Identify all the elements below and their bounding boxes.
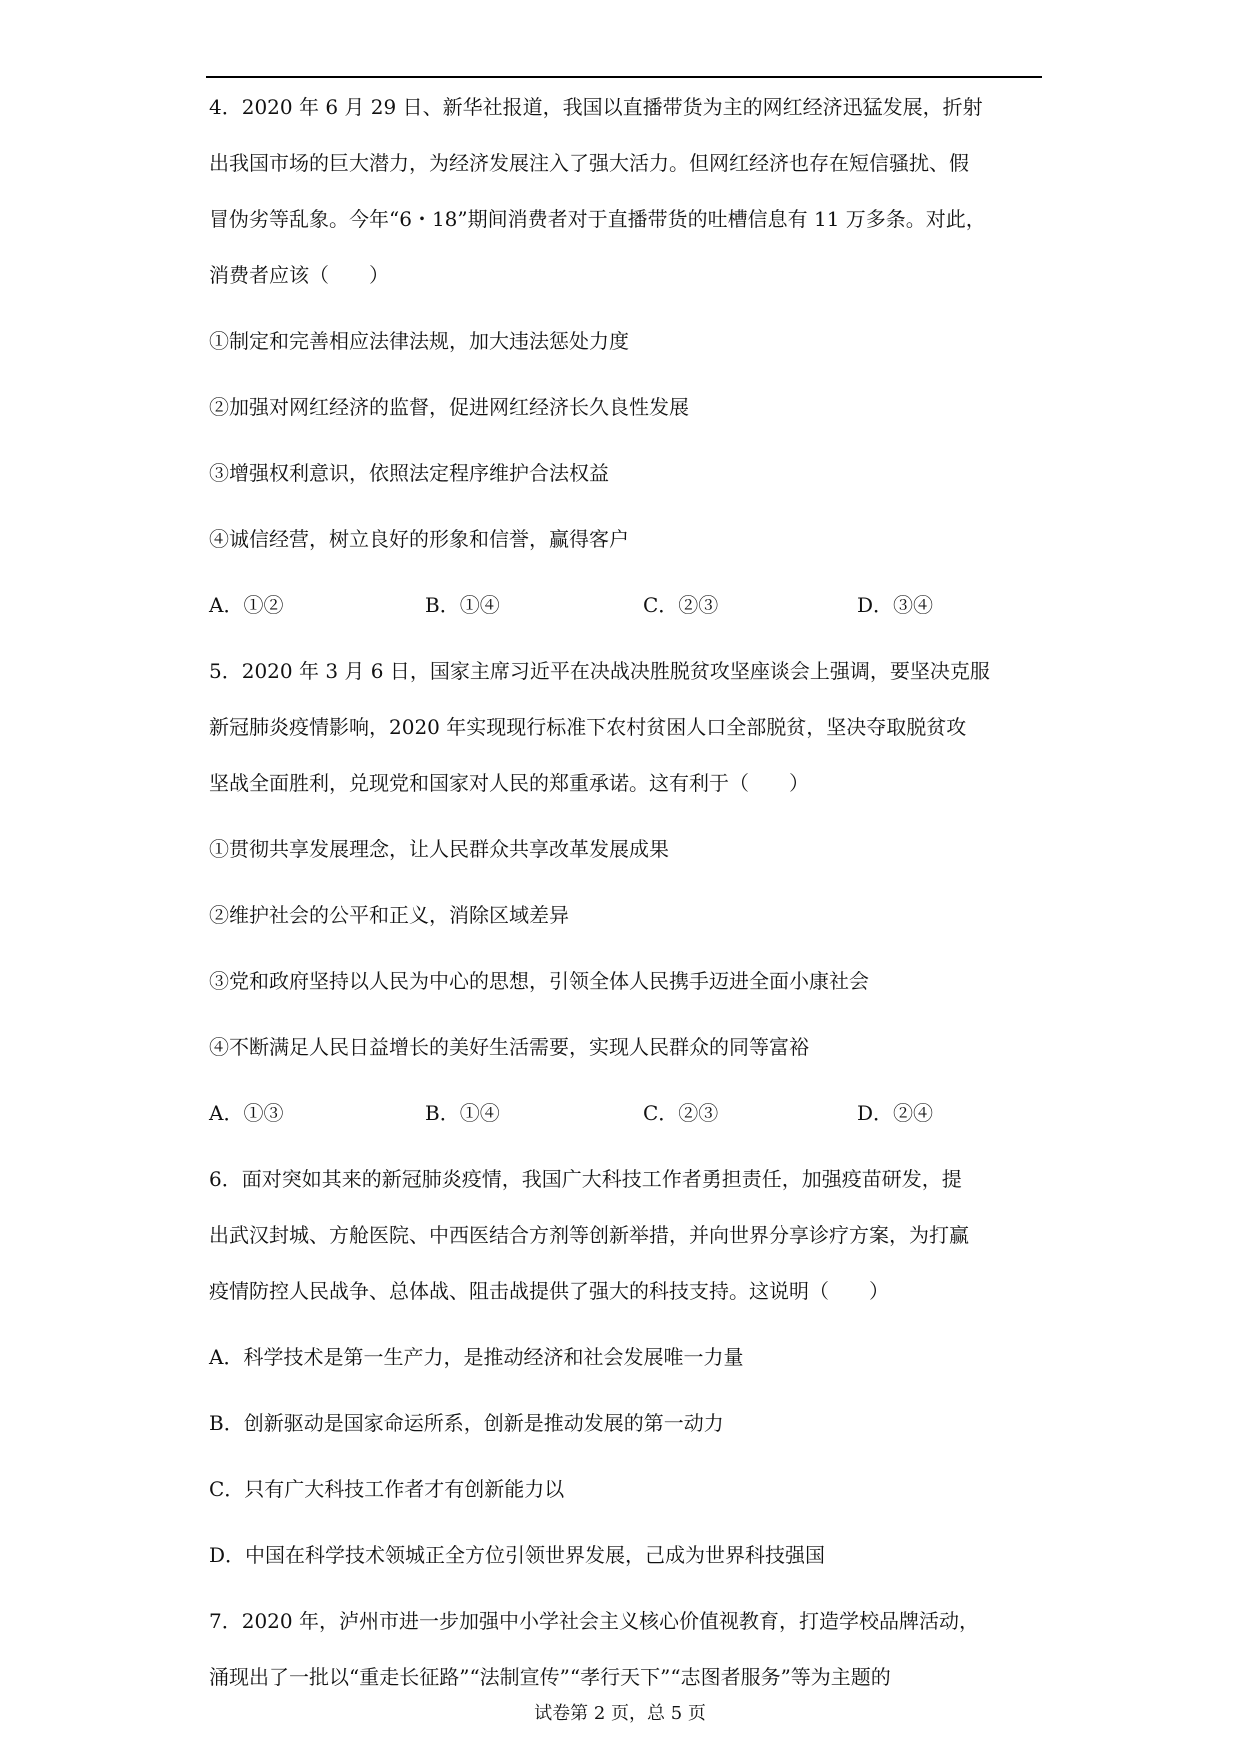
option-d[interactable]: D．②④ <box>857 1101 934 1125</box>
question-6-stem-line: 6．面对突如其来的新冠肺炎疫情，我国广大科技工作者勇担责任，加强疫苗研发，提 <box>209 1167 962 1191</box>
question-4-stem-line: 出我国市场的巨大潜力，为经济发展注入了强大活力。但网红经济也存在短信骚扰、假 <box>209 151 969 175</box>
question-4-stem-line: 消费者应该（ ） <box>209 263 389 287</box>
header-rule <box>206 76 1042 78</box>
option-b[interactable]: B．①④ <box>425 593 500 617</box>
option-c[interactable]: C．②③ <box>643 1101 719 1125</box>
page-footer: 试卷第 2 页，总 5 页 <box>534 1703 706 1724</box>
question-7 <box>209 1606 1049 1692</box>
question-4-stem-line: 4．2020 年 6 月 29 日、新华社报道，我国以直播带货为主的网红经济迅猛发展，折射 <box>209 95 983 119</box>
question-5-stem-line: 5．2020 年 3 月 6 日，国家主席习近平在决战决胜脱贫攻坚座谈会上强调，要坚决克服 <box>209 659 990 683</box>
question-4-stem-line: 冒伪劣等乱象。今年“6・18”期间消费者对于直播带货的吐槽信息有 11 万多条。对此， <box>209 207 986 231</box>
question-6-stem-line: 疫情防控人民战争、总体战、阻击战提供了强大的科技支持。这说明（ ） <box>209 1279 889 1303</box>
question-6-stem-line: 出武汉封城、方舱医院、中西医结合方剂等创新举措，并向世界分享诊疗方案，为打赢 <box>209 1223 969 1247</box>
question-4-item: ④诚信经营，树立良好的形象和信誉，赢得客户 <box>209 527 629 551</box>
option-a[interactable]: A．科学技术是第一生产力，是推动经济和社会发展唯一力量 <box>209 1345 744 1369</box>
option-d[interactable]: D．中国在科学技术领城正全方位引领世界发展，己成为世界科技强国 <box>209 1543 826 1567</box>
question-5-item: ①贯彻共享发展理念，让人民群众共享改革发展成果 <box>209 837 669 861</box>
question-7-stem-line: 7．2020 年，泸州市进一步加强中小学社会主义核心价值视教育，打造学校品牌活动， <box>209 1609 979 1633</box>
option-b[interactable]: B．创新驱动是国家命运所系，创新是推动发展的第一动力 <box>209 1411 724 1435</box>
question-4-options <box>209 590 1049 620</box>
question-4-item: ③增强权利意识，依照法定程序维护合法权益 <box>209 461 609 485</box>
question-5-stem-line: 新冠肺炎疫情影响，2020 年实现现行标准下农村贫困人口全部脱贫，坚决夺取脱贫攻 <box>209 715 967 739</box>
option-c[interactable]: C．②③ <box>643 593 719 617</box>
question-7-stem-line: 涌现出了一批以“重走长征路”“法制宣传”“孝行天下”“志图者服务”等为主题的 <box>209 1665 891 1689</box>
question-4-item: ②加强对网红经济的监督，促进网红经济长久良性发展 <box>209 395 689 419</box>
question-4-item: ①制定和完善相应法律法规，加大违法惩处力度 <box>209 329 629 353</box>
question-5 <box>209 656 1049 1128</box>
option-a[interactable]: A．①② <box>209 593 284 617</box>
question-5-options <box>209 1098 1049 1128</box>
question-5-item: ③党和政府坚持以人民为中心的思想，引领全体人民携手迈进全面小康社会 <box>209 969 869 993</box>
option-d[interactable]: D．③④ <box>857 593 934 617</box>
question-6 <box>209 1164 1049 1570</box>
exam-content <box>209 92 1049 1692</box>
question-5-item: ②维护社会的公平和正义，消除区域差异 <box>209 903 569 927</box>
question-5-stem-line: 坚战全面胜利，兑现党和国家对人民的郑重承诺。这有利于（ ） <box>209 771 809 795</box>
option-a[interactable]: A．①③ <box>209 1101 284 1125</box>
question-5-item: ④不断满足人民日益增长的美好生活需要，实现人民群众的同等富裕 <box>209 1035 809 1059</box>
question-4 <box>209 92 1049 620</box>
option-b[interactable]: B．①④ <box>425 1101 500 1125</box>
option-c[interactable]: C．只有广大科技工作者才有创新能力以 <box>209 1477 565 1501</box>
